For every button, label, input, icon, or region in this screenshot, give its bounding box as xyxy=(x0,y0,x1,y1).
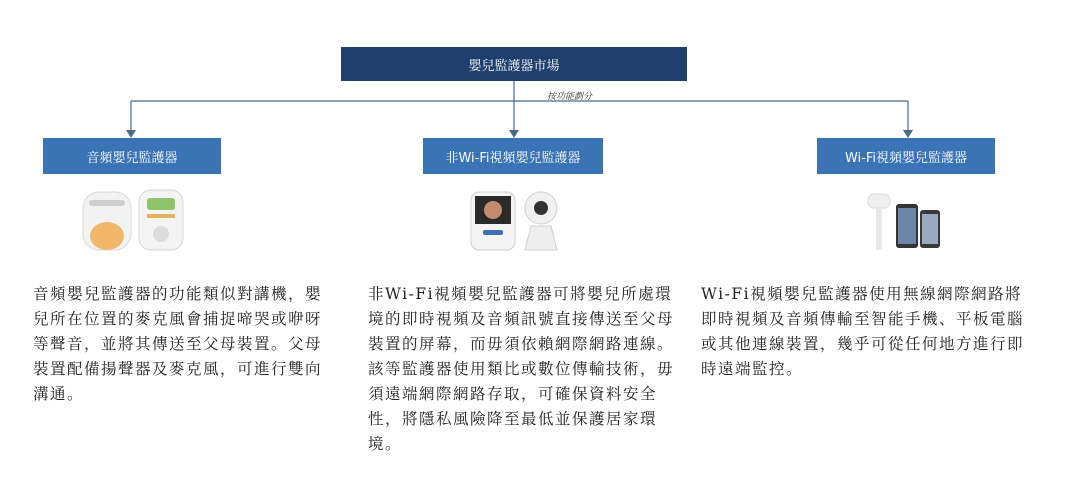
category-label: 音頻嬰兒監護器 xyxy=(86,150,178,166)
category-label: 非Wi-Fi視頻嬰兒監護器 xyxy=(445,150,581,166)
category-wifi-video-monitor xyxy=(817,138,995,174)
arrow-wifi-icon xyxy=(903,130,913,138)
arrow-audio-icon xyxy=(126,130,136,138)
wifi-baby-monitor-with-phone-icon xyxy=(862,186,952,256)
category-audio-monitor xyxy=(43,138,221,174)
description-audio: 音頻嬰兒監護器的功能類似對講機，嬰兒所在位置的麥克風會捕捉啼哭或咿呀等聲音，並將其傳送至父母裝置。父母裝置配備揚聲器及麥克風，可進行雙向溝通。 xyxy=(33,285,323,403)
root-node xyxy=(341,47,687,81)
category-non-wifi-video-monitor xyxy=(423,138,603,174)
description-wifi: Wi-Fi視頻嬰兒監護器使用無線網際網路將即時視頻及音頻傳輸至智能手機、平板電腦或其他連線裝置，幾乎可從任何地方進行即時遠端監控。 xyxy=(701,285,1025,378)
audio-baby-monitor-icon xyxy=(75,186,195,256)
video-baby-monitor-icon xyxy=(465,186,565,256)
arrow-nonwifi-icon xyxy=(509,130,519,138)
root-label: 嬰兒監護器市場 xyxy=(468,58,560,74)
category-label: Wi-Fi視頻嬰兒監護器 xyxy=(844,150,967,166)
division-criterion: 按功能劃分 xyxy=(547,92,593,102)
description-non-wifi: 非Wi-Fi視頻嬰兒監護器可將嬰兒所處環境的即時視頻及音頻訊號直接傳送至父母裝置的屏幕，而毋須依賴網際網路連線。該等監護器使用類比或數位傳輸技術，毋須遠端網際網路存取，可確保資料安全性，將隱私風險降至最低並保護居家環境。 xyxy=(368,285,675,453)
